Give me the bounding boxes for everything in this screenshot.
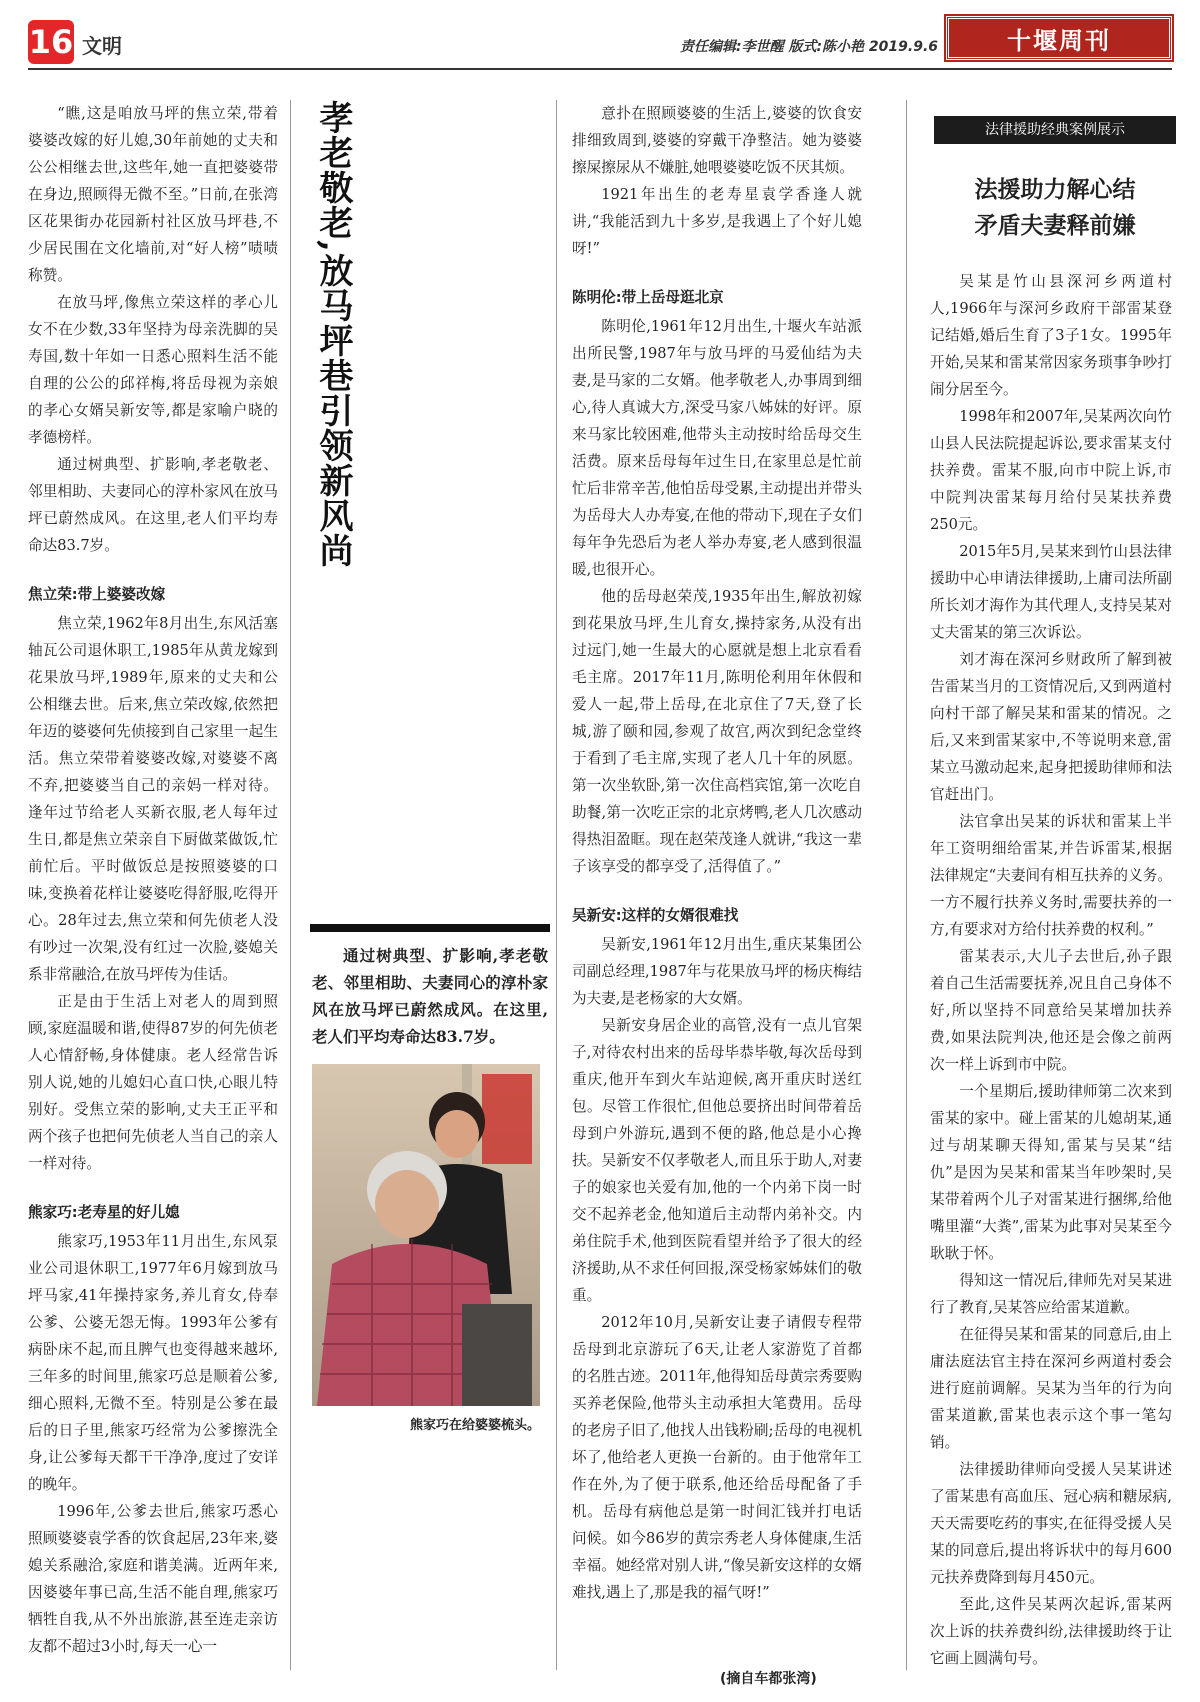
paragraph: 法官拿出吴某的诉状和雷某上半年工资明细给雷某,并告诉雷某,根据法律规定“夫妻间有相互扶养的义务。一方不履行扶养义务时,需要扶养的一方,有要求对方给付扶养费的权利。” — [930, 813, 1172, 938]
paragraph: 2015年5月,吴某来到竹山县法律援助中心申请法律援助,上庸司法所副所长刘才海作为其代理人,支持吴某对丈夫雷某的第三次诉讼。 — [930, 543, 1172, 641]
column-4 — [930, 268, 1172, 1672]
paragraph: 吴某是竹山县深河乡两道村人,1966年与深河乡政府干部雷某登记结婚,婚后生育了3子1女。1995年开始,吴某和雷某常因家务琐事争吵打闹分居至今。 — [930, 273, 1172, 398]
page-number: 16 — [28, 20, 74, 64]
photo-caption: 熊家巧在给婆婆梳头。 — [409, 1418, 540, 1433]
column-1 — [28, 100, 278, 1660]
paragraph: 至此,这件吴某两次起诉,雷某两次上诉的扶养费纠纷,法律援助终于让它画上圆满句号。 — [930, 1596, 1172, 1667]
subheading: 陈明伦:带上岳母逛北京 — [572, 289, 724, 306]
column-divider — [906, 100, 907, 1670]
column-divider — [556, 100, 557, 1670]
headline: 孝老敬老,放马坪巷引领新风尚 — [313, 100, 353, 568]
paragraph: 焦立荣,1962年8月出生,东风活塞轴瓦公司退休职工,1985年从黄龙嫁到花果放马坪,1989年,原来的丈夫和公公相继去世。后来,焦立荣改嫁,依然把年迈的婆婆何先侦接到自己家里一起生活。焦立荣带着婆婆改嫁,对婆婆不离不弃,把婆婆当自己的亲妈一样对待。逢年过节给老人买新衣服,老人每年过生日,都是焦立荣亲自下厨做菜做饭,忙前忙后。平时做饭总是按照婆婆的口味,变换着花样让婆婆吃得舒服,吃得开心。28年过去,焦立荣和何先侦老人没有吵过一次架,没有红过一次脸,婆媳关系非常融洽,在放马坪传为佳话。 — [28, 615, 278, 983]
sidebar-band: 法律援助经典案例展示 — [934, 116, 1176, 144]
paragraph: 在放马坪,像焦立荣这样的孝心儿女不在少数,33年坚持为母亲洗脚的吴寿国,数十年如一日悉心照料生活不能自理的公公的邱祥梅,将岳母视为亲娘的孝心女婿吴新安等,都是家喻户晓的孝德榜样。 — [28, 294, 278, 446]
column-3 — [572, 100, 862, 1606]
sidebar-title-line2: 矛盾夫妻释前嫌 — [974, 212, 1136, 239]
paragraph: 1998年和2007年,吴某两次向竹山县人民法院提起诉讼,要求雷某支付扶养费。雷某不服,向市中院上诉,市中院判决雷某每月给付吴某扶养费250元。 — [930, 408, 1172, 533]
paragraph: 雷某表示,大儿子去世后,孙子跟着自己生活需要抚养,况且自己身体不好,所以坚持不同意给吴某增加扶养费,如果法院判决,他还是会像之前两次一样上诉到市中院。 — [930, 948, 1172, 1073]
paragraph: “瞧,这是咱放马坪的焦立荣,带着婆婆改嫁的好儿媳,30年前她的丈夫和公公相继去世,这些年,她一直把婆婆带在身边,照顾得无微不至。”日前,在张湾区花果街办花园新村社区放马坪巷,不少居民围在文化墙前,对“好人榜”啧啧称赞。 — [28, 105, 278, 284]
section-name: 文明 — [82, 34, 122, 58]
masthead-logo: 十堰周刊 — [946, 16, 1172, 60]
column-divider — [290, 100, 291, 1670]
paragraph: 得知这一情况后,律师先对吴某进行了教育,吴某答应给雷某道歉。 — [930, 1272, 1172, 1316]
sidebar-title-line1: 法援助力解心结 — [974, 176, 1136, 203]
paragraph: 法律援助律师向受援人吴某讲述了雷某患有高血压、冠心病和糖尿病,天天需要吃药的事实,在征得受援人吴某的同意后,提出将诉状中的每月600元扶养费降到每月450元。 — [930, 1461, 1172, 1586]
paragraph: 他的岳母赵荣茂,1935年出生,解放初嫁到花果放马坪,生儿育女,操持家务,从没有出过远门,她一生最大的心愿就是想上北京看看毛主席。2017年11月,陈明伦利用年休假和爱人一起,带上岳母,在北京住了7天,登了长城,游了颐和园,参观了故宫,两次到纪念堂终于看到了毛主席,实现了老人几十年的夙愿。第一次坐软卧,第一次住高档宾馆,第一次吃自助餐,第一次吃正宗的北京烤鸭,老人几次感动得热泪盈眶。现在赵荣茂逢人就讲,“我这一辈子该享受的都享受了,活得值了。” — [572, 588, 862, 875]
subheading: 焦立荣:带上婆婆改嫁 — [28, 586, 166, 603]
paragraph: 通过树典型、扩影响,孝老敬老、邻里相助、夫妻同心的淳朴家风在放马坪已蔚然成风。在这里,老人们平均寿命达83.7岁。 — [28, 456, 278, 554]
sidebar-title — [934, 172, 1176, 244]
lead-text: 通过树典型、扩影响,孝老敬老、邻里相助、夫妻同心的淳朴家风在放马坪已蔚然成风。在这里,老人们平均寿命达83.7岁。 — [312, 946, 548, 1046]
lead-bar — [310, 924, 550, 932]
paragraph: 1921年出生的老寿星袁学香逢人就讲,“我能活到九十多岁,是我遇上了个好儿媳呀!” — [572, 186, 862, 257]
editor-line: 责任编辑:李世醒 版式:陈小艳 2019.9.6 — [679, 39, 938, 55]
paragraph: 2012年10月,吴新安让妻子请假专程带岳母到北京游玩了6天,让老人家游览了首都的名胜古迹。2011年,他得知岳母黄宗秀要购买养老保险,他带头主动承担大笔费用。岳母的老房子旧了,他找人出钱粉刷;岳母的电视机坏了,他给老人更换一台新的。由于他常年工作在外,为了便于联系,他还给岳母配备了手机。岳母有病他总是第一时间汇钱并打电话问候。如今86岁的黄宗秀老人身体健康,生活幸福。她经常对别人讲,“像吴新安这样的女婿难找,遇上了,那是我的福气呀!” — [572, 1314, 862, 1601]
paragraph: 正是由于生活上对老人的周到照顾,家庭温暖和谐,使得87岁的何先侦老人心情舒畅,身体健康。老人经常告诉别人说,她的儿媳妇心直口快,心眼儿特别好。受焦立荣的影响,丈夫王正平和两个孩子也把何先侦老人当自己的亲人一样对待。 — [28, 993, 278, 1172]
subheading: 吴新安:这样的女婿很难找 — [572, 907, 739, 924]
paragraph: 陈明伦,1961年12月出生,十堰火车站派出所民警,1987年与放马坪的马爱仙结为夫妻,是马家的二女婿。他孝敬老人,办事周到细心,待人真诚大方,深受马家八姊妹的好评。原来马家比较困难,他带头主动按时给岳母交生活费。原来岳母每年过生日,在家里总是忙前忙后非常辛苦,他怕岳母受累,主动提出并带头为岳母大人办寿宴,在他的带动下,现在子女们每年争先恐后为老人举办寿宴,老人感到很温暖,也很开心。 — [572, 318, 862, 578]
paragraph: 吴新安,1961年12月出生,重庆某集团公司副总经理,1987年与花果放马坪的杨庆梅结为夫妻,是老杨家的大女婿。 — [572, 936, 862, 1007]
paragraph: 刘才海在深河乡财政所了解到被告雷某当月的工资情况后,又到两道村向村干部了解吴某和雷某的情况。之后,又来到雷某家中,不等说明来意,雷某立马激动起来,起身把援助律师和法官赶出门。 — [930, 651, 1172, 803]
header-rule — [28, 68, 1172, 70]
photo-woman-combing-mother-in-law-hair — [312, 1064, 540, 1406]
paragraph: 吴新安身居企业的高管,没有一点儿官架子,对待农村出来的岳母毕恭毕敬,每次岳母到重庆,他开车到火车站迎候,离开重庆时送红包。尽管工作很忙,但他总要挤出时间带着岳母到户外游玩,遇到不便的路,他总是小心搀扶。吴新安不仅孝敬老人,而且乐于助人,对妻子的娘家也关爱有加,他的一个内弟下岗一时交不起养老金,他知道后主动帮内弟补交。内弟住院手术,他到医院看望并给予了很大的经济援助,从不求任何回报,深受杨家姊妹们的敬重。 — [572, 1017, 862, 1304]
paragraph: 在征得吴某和雷某的同意后,由上庸法庭法官主持在深河乡两道村委会进行庭前调解。吴某为当年的行为向雷某道歉,雷某也表示这个事一笔勾销。 — [930, 1326, 1172, 1451]
source-credit: (摘自车都张湾) — [720, 1671, 817, 1687]
paragraph: 一个星期后,援助律师第二次来到雷某的家中。碰上雷某的儿媳胡某,通过与胡某聊天得知,雷某与吴某“结仇”是因为吴某和雷某当年吵架时,吴某带着两个儿子对雷某进行捆绑,给他嘴里灌“大粪”,雷某为此事对吴某至今耿耿于怀。 — [930, 1083, 1172, 1262]
paragraph: 1996年,公爹去世后,熊家巧悉心照顾婆婆袁学香的饮食起居,23年来,婆媳关系融洽,家庭和谐美满。近两年来,因婆婆年事已高,生活不能自理,熊家巧牺牲自我,从不外出旅游,甚至连走亲访友都不超过3小时,每天一心一 — [28, 1503, 278, 1655]
paragraph: 意扑在照顾婆婆的生活上,婆婆的饮食安排细致周到,婆婆的穿戴干净整洁。她为婆婆擦屎擦尿从不嫌脏,她喂婆婆吃饭不厌其烦。 — [572, 105, 862, 176]
subheading: 熊家巧:老寿星的好儿媳 — [28, 1204, 180, 1221]
paragraph: 熊家巧,1953年11月出生,东风泵业公司退休职工,1977年6月嫁到放马坪马家,41年操持家务,养儿育女,侍奉公爹、公婆无怨无悔。1993年公爹有病卧床不起,而且脾气也变得越来越坏,三年多的时间里,熊家巧总是顺着公爹,细心照料,无微不至。特别是公爹在最后的日子里,熊家巧经常为公爹擦洗全身,让公爹每天都干干净净,度过了安详的晚年。 — [28, 1233, 278, 1493]
